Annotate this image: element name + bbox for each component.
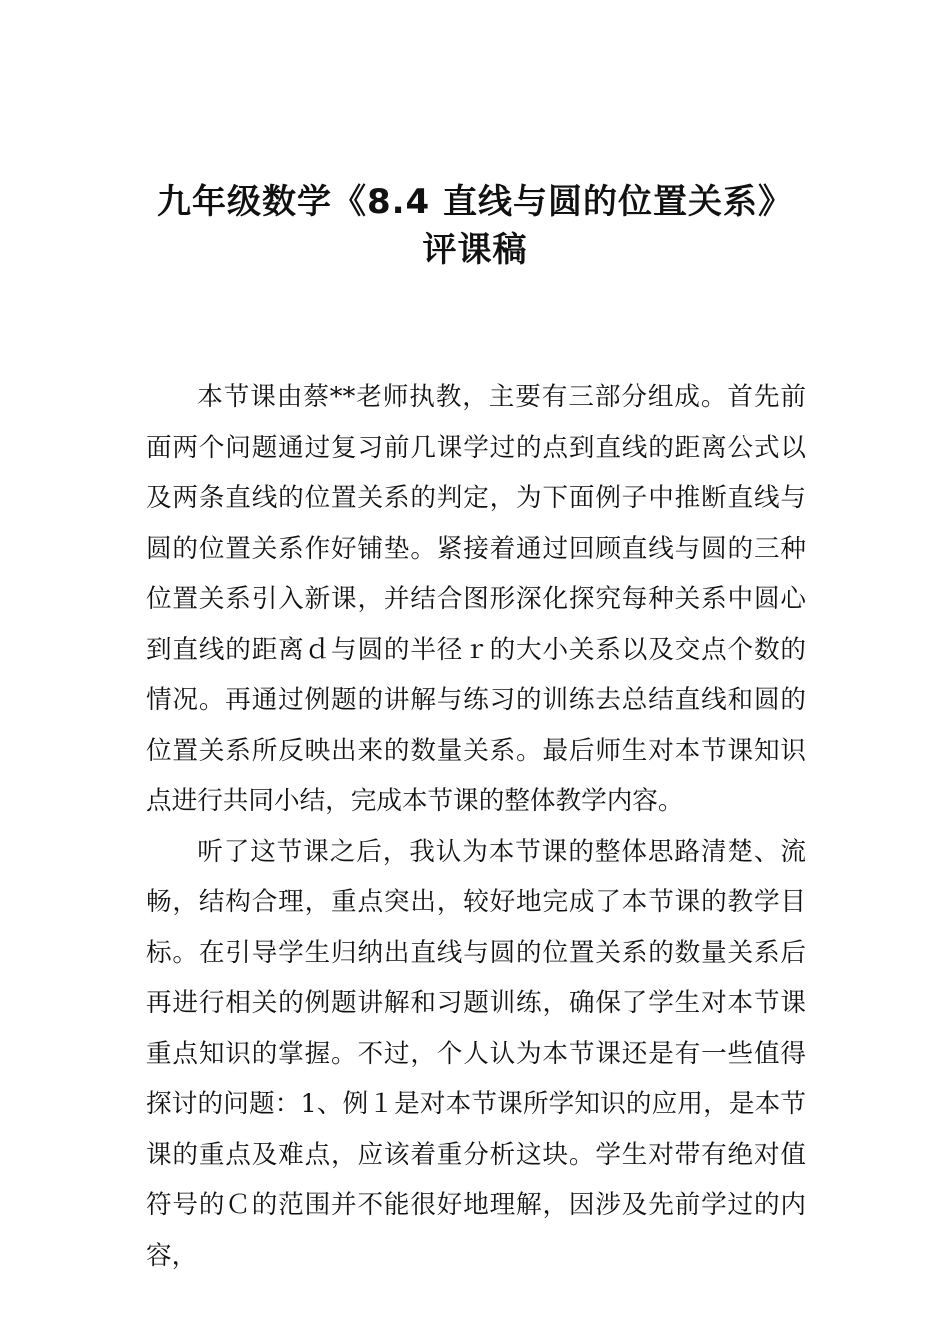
body-paragraph-1: 本节课由蔡**老师执教，主要有三部分组成。首先前面两个问题通过复习前几课学过的点到直线的距离公式以及两条直线的位置关系的判定，为下面例子中推断直线与圆的位置关系作好铺垫。紧接着通过回顾直线与圆的三种位置关系引入新课，并结合图形深化探究每种关系中圆心到直线的距离ｄ与圆的半径ｒ的大小关系以及交点个数的情况。再通过例题的讲解与练习的训练去总结直线和圆的位置关系所反映出来的数量关系。最后师生对本节课知识点进行共同小结，完成本节课的整体教学内容。 — [146, 382, 806, 816]
body-paragraph-2: 听了这节课之后，我认为本节课的整体思路清楚、流畅，结构合理，重点突出，较好地完成了本节课的教学目标。在引导学生归纳出直线与圆的位置关系的数量关系后再进行相关的例题讲解和习题训练，确保了学生对本节课重点知识的掌握。不过，个人认为本节课还是有一些值得探讨的问题：1、例１是对本节课所学知识的应用，是本节课的重点及难点，应该着重分析这块。学生对带有绝对值符号的Ｃ的范围并不能很好地理解，因涉及先前学过的内容， — [146, 836, 806, 1271]
document-title-line-2: 评课稿 — [422, 230, 528, 270]
document-title-line-1: 九年级数学《8.4 直线与圆的位置关系》 — [156, 182, 794, 222]
document-body — [146, 372, 806, 1281]
